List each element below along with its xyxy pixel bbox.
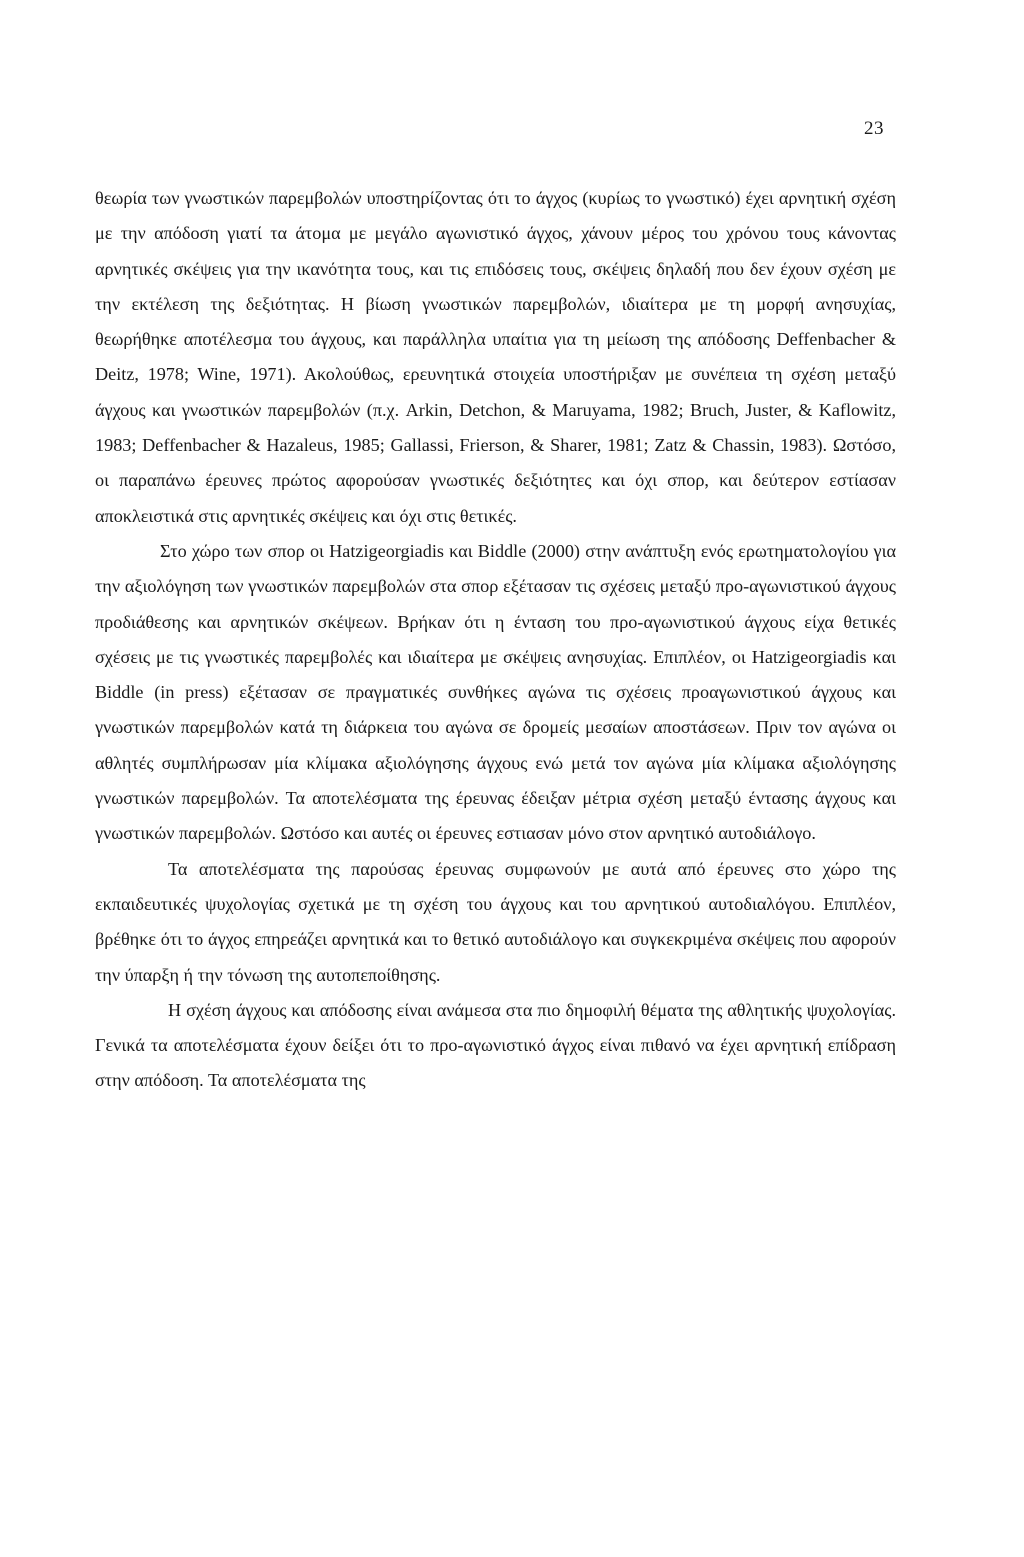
page-number: 23	[864, 118, 884, 139]
paragraph-present-results: Τα αποτελέσματα της παρούσας έρευνας συμφωνούν με αυτά από έρευνες στο χώρο της εκπαιδευτικές ψυχολογίας σχετικά με τη σχέση του άγχους και του αρνητικού αυτοδιαλόγου. Επιπλέον, βρέθηκε ότι το άγχος επηρεάζει αρνητικά και το θετικό αυτοδιάλογο και συγκεκριμένα σκέψεις που αφορούν την ύπαρξη ή την τόνωση της αυτοπεποίθησης.	[95, 858, 896, 985]
paragraph-anxiety-performance: Η σχέση άγχους και απόδοσης είναι ανάμεσα στα πιο δημοφιλή θέματα της αθλητικής ψυχολογίας. Γενικά τα αποτελέσματα έχουν δείξει ότι το προ-αγωνιστικό άγχος είναι πιθανό να έχει αρνητική επίδραση στην απόδοση. Τα αποτελέσματα της	[95, 999, 896, 1091]
paragraph-cognitive-interference-theory: θεωρία των γνωστικών παρεμβολών υποστηρίζοντας ότι το άγχος (κυρίως το γνωστικό) έχει αρνητική σχέση με την απόδοση γιατί τα άτομα με μεγάλο αγωνιστικό άγχος, χάνουν μέρος του χρόνου τους κάνοντας αρνητικές σκέψεις για την ικανότητα τους, και τις επιδόσεις τους, σκέψεις δηλαδή που δεν έχουν σχέση με την εκτέλεση της δεξιότητας. Η βίωση γνωστικών παρεμβολών, ιδιαίτερα με τη μορφή ανησυχίας, θεωρήθηκε αποτέλεσμα του άγχους, και παράλληλα υπαίτια για τη μείωση της απόδοσης Deffenbacher & Deitz, 1978; Wine, 1971). Ακολούθως, ερευνητικά στοιχεία υποστήριξαν με συνέπεια τη σχέση μεταξύ άγχους και γνωστικών παρεμβολών (π.χ. Arkin, Detchon, & Maruyama, 1982; Bruch, Juster, & Kaflowitz, 1983; Deffenbacher & Hazaleus, 1985; Gallassi, Frierson, & Sharer, 1981; Zatz & Chassin, 1983). Ωστόσο, οι παραπάνω έρευνες πρώτος αφορούσαν γνωστικές δεξιότητες και όχι σπορ, και δεύτερον εστίασαν αποκλειστικά στις αρνητικές σκέψεις και όχι στις θετικές.	[95, 188, 896, 526]
body-text	[95, 181, 896, 1099]
paragraph-sport-studies: Στο χώρο των σπορ οι Hatzigeorgiadis και Biddle (2000) στην ανάπτυξη ενός ερωτηματολογίου για την αξιολόγηση των γνωστικών παρεμβολών στα σπορ εξέτασαν τις σχέσεις μεταξύ προ-αγωνιστικού άγχους προδιάθεσης και αρνητικών σκέψεων. Βρήκαν ότι η ένταση του προ-αγωνιστικού άγχους είχα θετικές σχέσεις με τις γνωστικές παρεμβολές και ιδιαίτερα με σκέψεις ανησυχίας. Επιπλέον, οι Hatzigeorgiadis και Biddle (in press) εξέτασαν σε πραγματικές συνθήκες αγώνα τις σχέσεις προαγωνιστικού άγχους και γνωστικών παρεμβολών κατά τη διάρκεια του αγώνα σε δρομείς μεσαίων αποστάσεων. Πριν τον αγώνα οι αθλητές συμπλήρωσαν μία κλίμακα αξιολόγησης άγχους ενώ μετά τον αγώνα μία κλίμακα αξιολόγησης γνωστικών παρεμβολών. Τα αποτελέσματα της έρευνας έδειξαν μέτρια σχέση μεταξύ έντασης άγχους και γνωστικών παρεμβολών. Ωστόσο και αυτές οι έρευνες εστιασαν μόνο στον αρνητικό αυτοδιάλογο.	[95, 540, 896, 844]
